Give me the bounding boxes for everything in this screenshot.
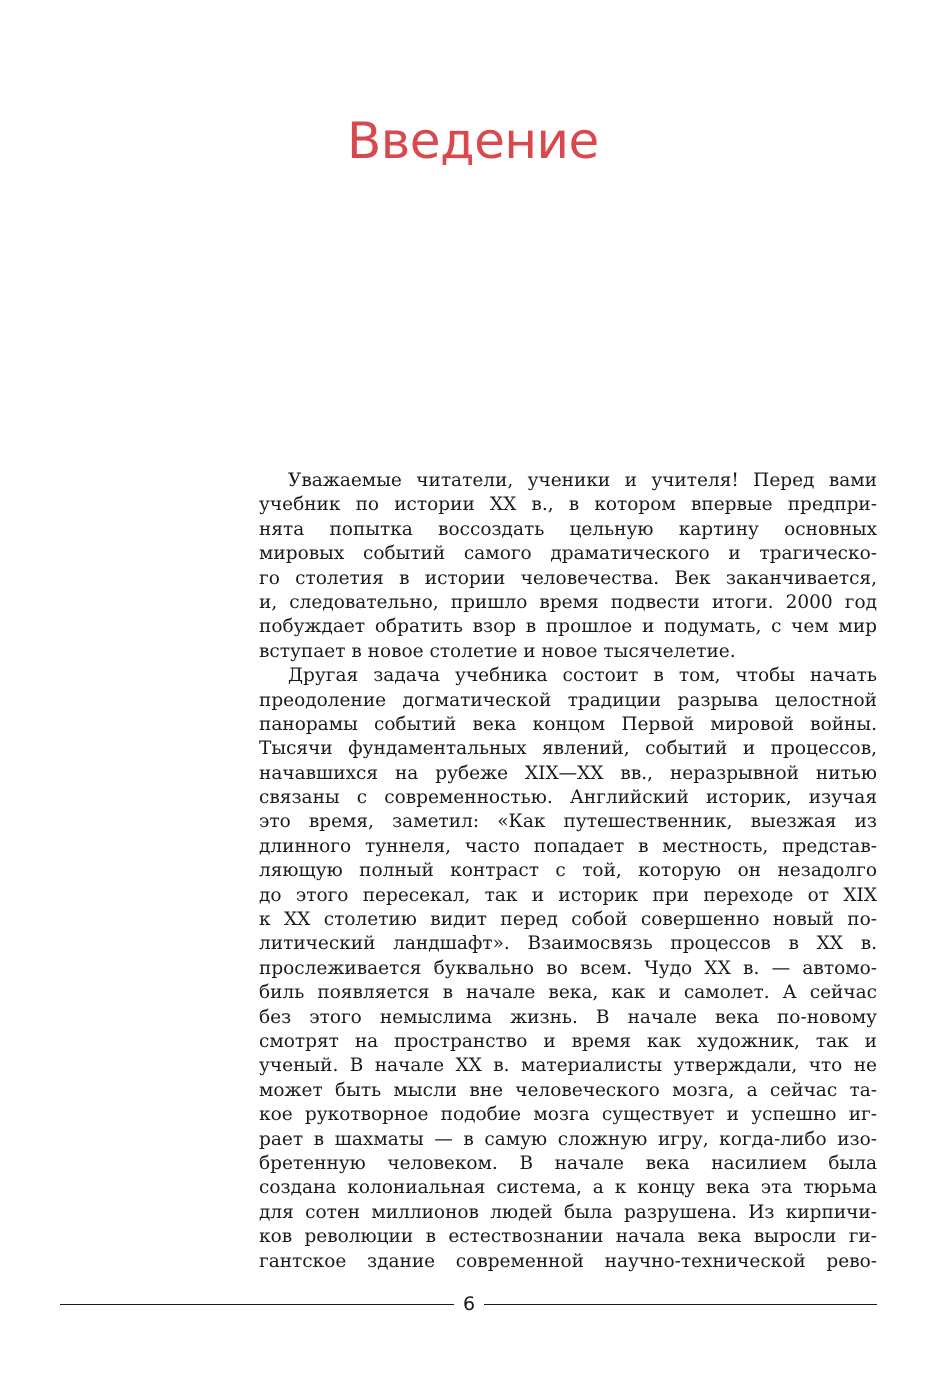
text-line: прослеживается буквально во всем. Чудо XX в. — автомо- <box>259 957 877 979</box>
footer-rule-right <box>484 1304 877 1305</box>
text-line: биль появляется в начале века, как и самолет. А сейчас <box>259 982 877 1004</box>
text-line: создана колониальная система, а к концу века эта тюрьма <box>259 1177 877 1199</box>
text-line: начавшихся на рубеже XIX—XX вв., неразрывной нитью <box>259 762 877 784</box>
text-line: смотрят на пространство и время как художник, так и <box>259 1030 877 1052</box>
text-line: кое рукотворное подобие мозга существует и успешно иг- <box>259 1104 877 1126</box>
body-text <box>259 469 877 1274</box>
page-number: 6 <box>462 1293 476 1315</box>
text-line: мировых событий самого драматического и трагическо- <box>259 543 877 565</box>
text-line: го столетия в истории человечества. Век заканчивается, <box>259 567 877 589</box>
text-line: и, следовательно, пришло время подвести итоги. 2000 год <box>259 591 877 613</box>
text-line: ков революции в естествознании начала века выросли ги- <box>259 1226 877 1248</box>
text-line: побуждает обратить взор в прошлое и подумать, с чем мир <box>259 616 877 638</box>
text-line: рает в шахматы — в самую сложную игру, когда-либо изо- <box>259 1128 877 1150</box>
text-line: до этого пересекал, так и историк при переходе от XIX <box>259 884 877 906</box>
text-line: Другая задача учебника состоит в том, чтобы начать <box>288 665 877 687</box>
text-line: вступает в новое столетие и новое тысячелетие. <box>259 640 736 662</box>
footer-rule-left <box>60 1304 454 1305</box>
paragraph-2 <box>259 664 877 1274</box>
text-line: нята попытка воссоздать цельную картину основных <box>259 518 877 540</box>
page-title: Введение <box>347 112 599 170</box>
text-line: панорамы событий века концом Первой мировой войны. <box>259 713 877 735</box>
text-line: бретенную человеком. В начале века насилием была <box>259 1152 877 1174</box>
text-line: учебник по истории XX в., в котором впервые предпри- <box>259 494 877 516</box>
text-line: Тысячи фундаментальных явлений, событий и процессов, <box>259 738 877 760</box>
text-line: связаны с современностью. Английский историк, изучая <box>259 787 877 809</box>
text-line: к XX столетию видит перед собой совершенно новый по- <box>259 909 877 931</box>
text-line: Уважаемые читатели, ученики и учителя! Перед вами <box>288 470 877 491</box>
text-line: это время, заметил: «Как путешественник, выезжая из <box>259 811 877 833</box>
text-line: гантское здание современной научно-технической рево- <box>259 1250 877 1272</box>
text-line: ученый. В начале XX в. материалисты утверждали, что не <box>259 1055 877 1077</box>
text-line: ляющую полный контраст с той, которую он незадолго <box>259 860 877 882</box>
text-line: без этого немыслима жизнь. В начале века по-новому <box>259 1006 877 1028</box>
paragraph-1 <box>259 469 877 664</box>
text-line: может быть мысли вне человеческого мозга, а сейчас та- <box>259 1079 877 1101</box>
text-line: для сотен миллионов людей была разрушена. Из кирпичи- <box>259 1201 877 1223</box>
text-line: литический ландшафт». Взаимосвязь процессов в XX в. <box>259 933 877 955</box>
text-line: преодоление догматической традиции разрыва целостной <box>259 689 877 711</box>
text-line: длинного туннеля, часто попадает в местность, представ- <box>259 835 877 857</box>
